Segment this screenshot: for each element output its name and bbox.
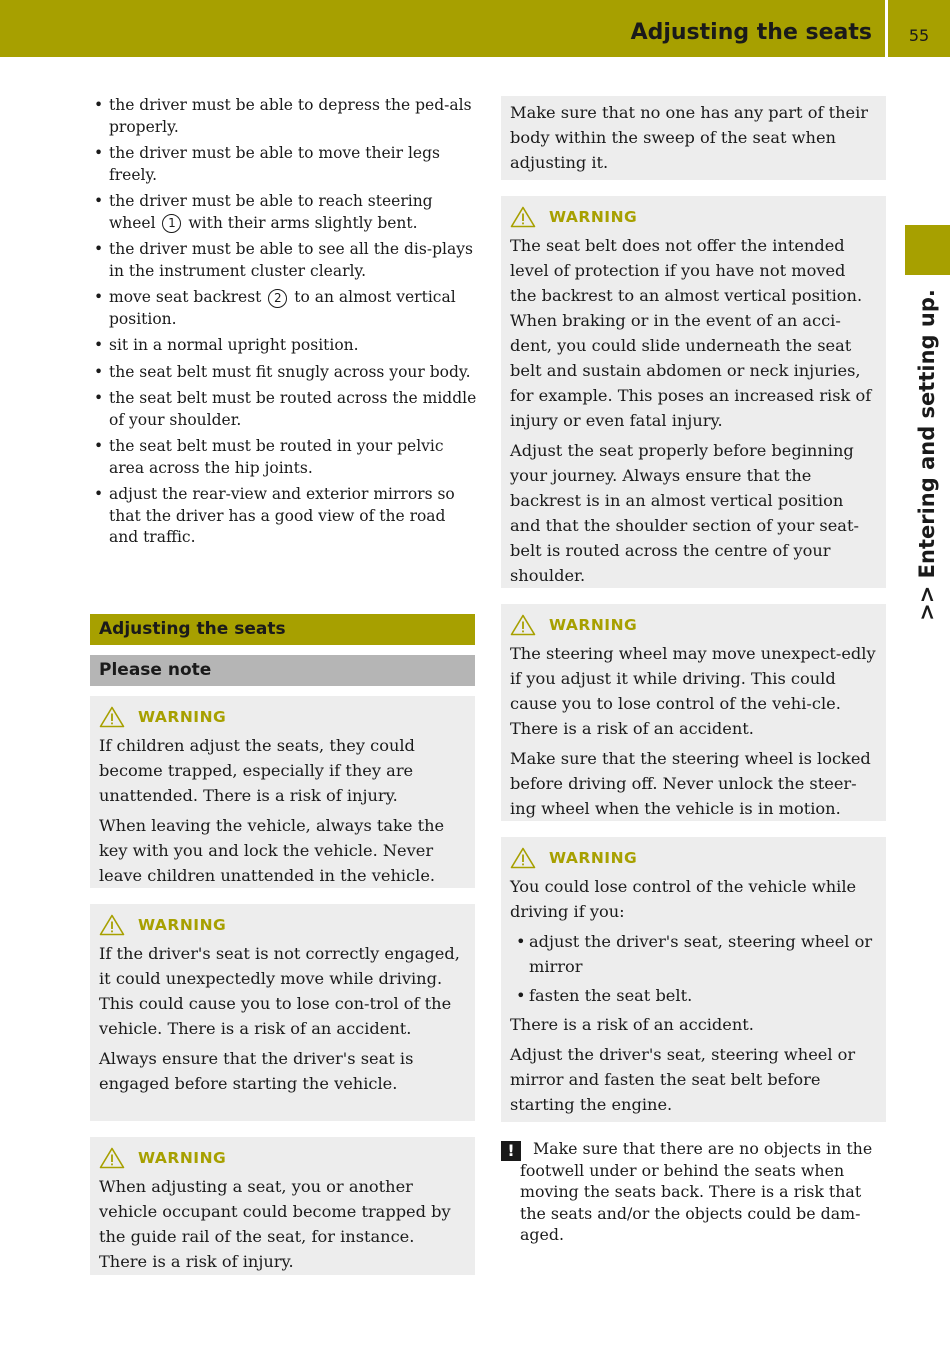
list-item: • the seat belt must fit snugly across your body. [94,362,479,384]
warning-text: There is a risk of an accident. [510,1015,754,1034]
warning-label: WARNING [549,616,638,634]
warning-box [90,1137,475,1275]
warning-text: Adjust the seat properly before beginning your journey. Always ensure that the backrest is in an almost vertical position and that the shoulder section of your seat-belt is routed across the centre of your shoulder. [510,441,859,585]
list-item: • adjust the driver's seat, steering wheel or mirror [510,929,877,979]
warning-list [510,929,877,1008]
warning-text: The steering wheel may move unexpect-edly if you adjust it while driving. This could cause you to lose control of the vehi-cle. There is a risk of an accident. [510,644,876,738]
list-item: • move seat backrest 2 to an almost vertical position. [94,287,479,330]
list-item: • fasten the seat belt. [510,983,877,1008]
list-item: • the driver must be able to move their legs freely. [94,143,479,186]
caution-note [501,1138,891,1246]
list-item: • adjust the rear-view and exterior mirrors so that the driver has a good view of the road and traffic. [94,484,479,549]
callout-marker: 1 [162,214,181,233]
warning-text: If children adjust the seats, they could become trapped, especially if they are unattended. There is a risk of injury. [99,736,415,805]
list-item: • sit in a normal upright position. [94,335,479,357]
warning-triangle-icon [99,706,125,728]
note-text: Make sure that there are no objects in the footwell under or behind the seats when moving the seats back. There is a risk that the seats and/or the objects could be dam- aged. [520,1139,873,1244]
warning-text: When adjusting a seat, you or another vehicle occupant could become trapped by the guide rail of the seat, for instance. There is a risk of injury. [99,1177,451,1271]
warning-text: If the driver's seat is not correctly engaged, it could unexpectedly move while driving. This could cause you to lose con-trol of the vehicle. There is a risk of an accident. [99,944,460,1038]
warning-box [501,604,886,821]
warning-triangle-icon [510,206,536,228]
warning-box [90,904,475,1121]
exclamation-icon: ! [501,1141,521,1161]
warning-text: When leaving the vehicle, always take the key with you and lock the vehicle. Never leave children unattended in the vehicle. [99,816,445,885]
list-item: • the driver must be able to reach steering wheel 1 with their arms slightly bent. [94,191,479,234]
warning-box [501,837,886,1122]
warning-label: WARNING [138,708,227,726]
section-heading: Adjusting the seats [90,614,475,645]
warning-triangle-icon [99,1147,125,1169]
warning-triangle-icon [99,914,125,936]
warning-box [501,196,886,588]
warning-text: You could lose control of the vehicle while driving if you: [510,877,857,921]
warning-text: The seat belt does not offer the intended level of protection if you have not moved the backrest to an almost vertical position. When braking or in the event of an acci-dent, you could slide underneath the seat belt and sustain abdomen or neck injuries, for example. This poses an increased risk of injury or even fatal injury. [510,236,872,430]
list-item: • the driver must be able to see all the dis-plays in the instrument cluster clearly. [94,239,479,282]
list-item: • the seat belt must be routed across the middle of your shoulder. [94,388,479,431]
chapter-tab-label: >> Entering and setting up. [915,289,939,621]
warning-text: Adjust the driver's seat, steering wheel or mirror and fasten the seat belt before starting the engine. [510,1045,856,1114]
chapter-tab-marker [905,225,950,275]
warning-triangle-icon [510,847,536,869]
warning-box [90,696,475,888]
header-bar [0,0,950,57]
list-item: • the driver must be able to depress the ped-als properly. [94,95,479,138]
list-item: • the seat belt must be routed in your pelvic area across the hip joints. [94,436,479,479]
warning-triangle-icon [510,614,536,636]
page-number: 55 [908,26,930,45]
warning-label: WARNING [549,849,638,867]
callout-marker: 2 [268,289,287,308]
warning-label: WARNING [549,208,638,226]
requirements-list [94,95,479,554]
warning-label: WARNING [138,1149,227,1167]
warning-text: Make sure that the steering wheel is locked before driving off. Never unlock the steer-ing wheel when the vehicle is in motion. [510,749,871,818]
warning-text: Always ensure that the driver's seat is engaged before starting the vehicle. [99,1049,414,1093]
warning-label: WARNING [138,916,227,934]
continuation-box [501,96,886,180]
warning-text: Make sure that no one has any part of their body within the sweep of the seat when adjusting it. [510,103,869,172]
page-header-title: Adjusting the seats [630,20,872,45]
section-subheading: Please note [90,655,475,686]
